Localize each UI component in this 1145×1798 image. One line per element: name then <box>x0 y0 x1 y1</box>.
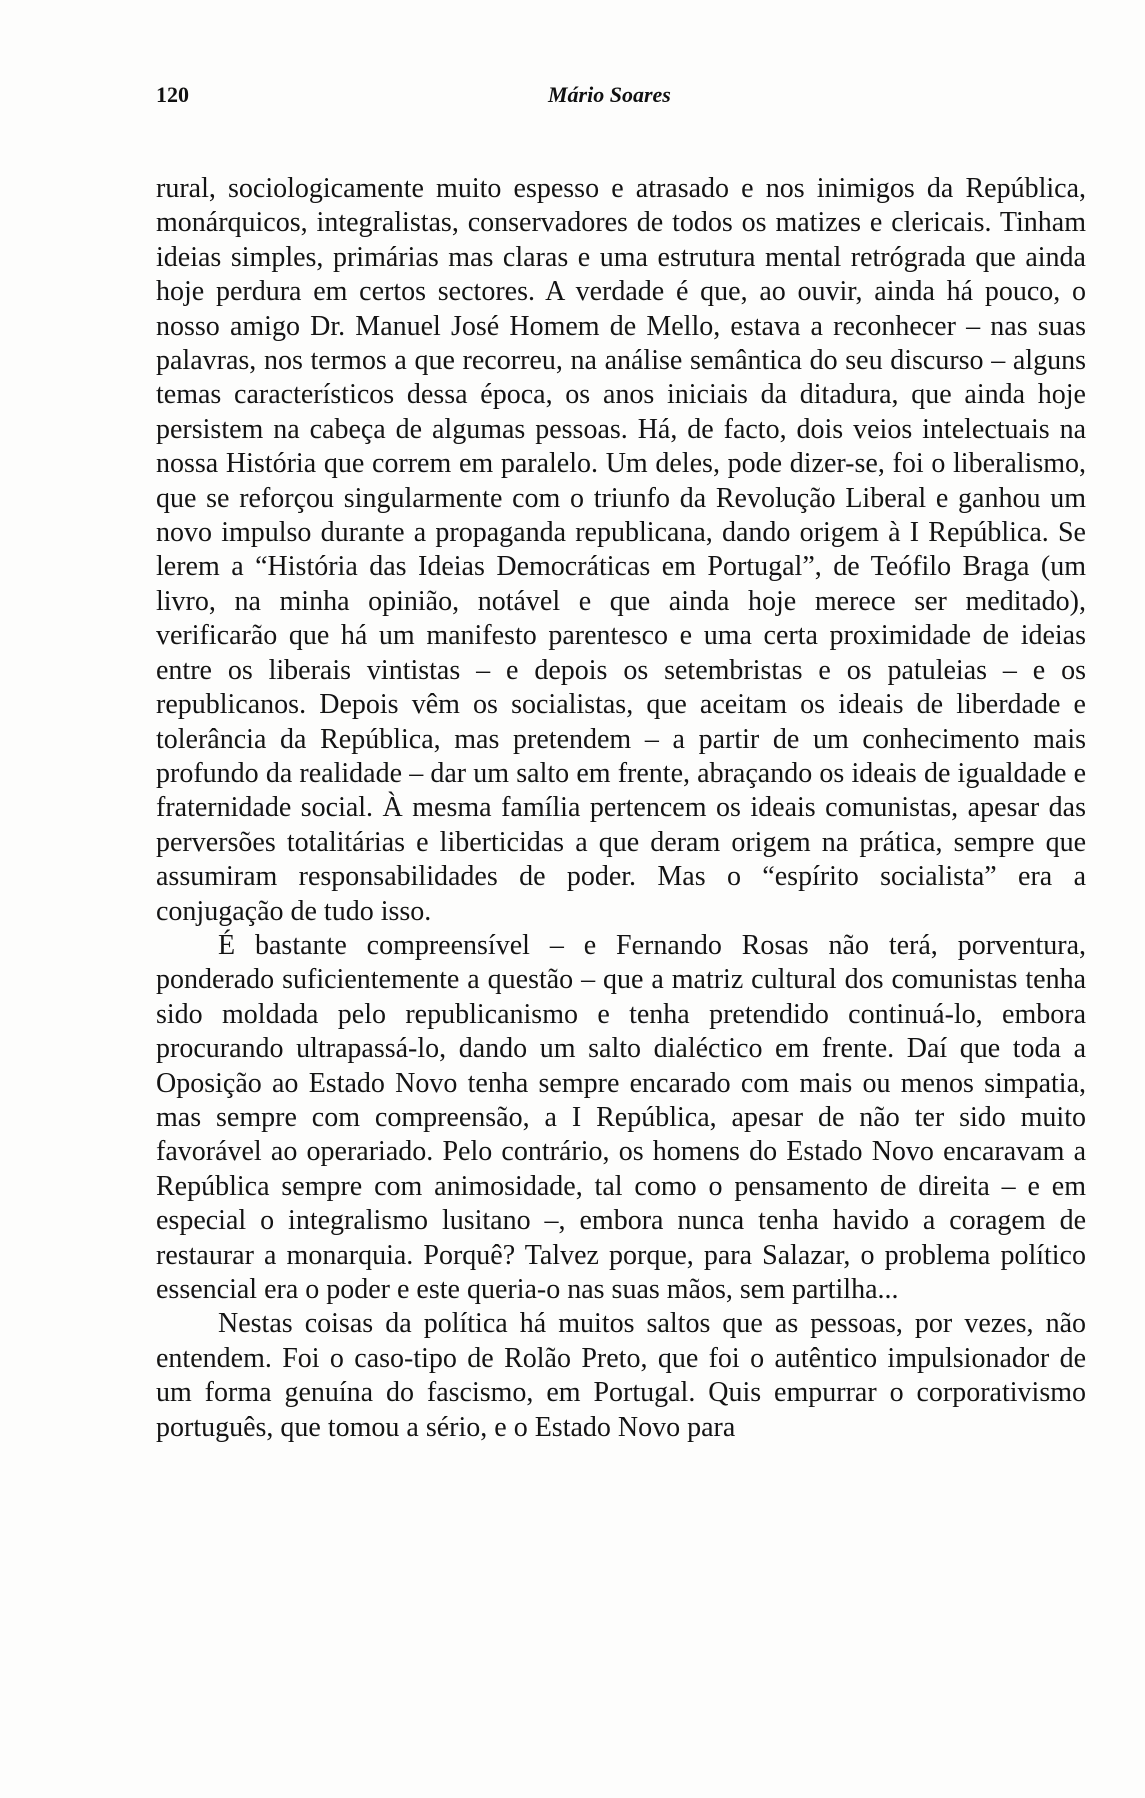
running-header <box>156 82 1076 122</box>
body-text <box>156 172 1086 1445</box>
running-title-author: Mário Soares <box>548 82 671 107</box>
paragraph: É bastante compreensível – e Fernando Rosas não terá, porventura, ponderado suficientemente a questão – que a matriz cultural dos comunistas tenha sido moldada pelo republicanismo e tenha pretendido continuá-lo, embora procurando ultrapassá-lo, dando um salto dialéctico em frente. Daí que toda a Oposição ao Estado Novo tenha sempre encarado com mais ou menos simpatia, mas sempre com compreensão, a I República, apesar de não ter sido muito favorável ao operariado. Pelo contrário, os homens do Estado Novo encaravam a República sempre com animosidade, tal como o pensamento de direita – e em especial o integralismo lusitano –, embora nunca tenha havido a coragem de restaurar a monarquia. Porquê? Talvez porque, para Salazar, o problema político essencial era o poder e este queria-o nas suas mãos, sem partilha... <box>156 929 1086 1305</box>
paragraph-continued: rural, sociologicamente muito espesso e atrasado e nos inimigos da República, monárquicos, integralistas, conservadores de todos os matizes e clericais. Tinham ideias simples, primárias mas claras e uma estrutura mental retrógrada que ainda hoje perdura em certos sectores. A verdade é que, ao ouvir, ainda há pouco, o nosso amigo Dr. Manuel José Homem de Mello, estava a reconhecer – nas suas palavras, nos termos a que recorreu, na análise semântica do seu discurso – alguns temas característicos dessa época, os anos iniciais da ditadura, que ainda hoje persistem na cabeça de algumas pessoas. Há, de facto, dois veios intelectuais na nossa História que correm em paralelo. Um deles, pode dizer-se, foi o liberalismo, que se reforçou singularmente com o triunfo da Revolução Liberal e ganhou um novo impulso durante a propaganda republicana, dando origem à I República. Se lerem a “História das Ideias Democráticas em Portugal”, de Teófilo Braga (um livro, na minha opinião, notável e que ainda hoje merece ser meditado), verificarão que há um manifesto parentesco e uma certa proximidade de ideias entre os liberais vintistas – e depois os setembristas e os patuleias – e os republicanos. Depois vêm os socialistas, que aceitam os ideais de liberdade e tolerância da República, mas pretendem – a partir de um conhecimento mais profundo da realidade – dar um salto em frente, abraçando os ideais de igualdade e fraternidade social. À mesma família pertencem os ideais comunistas, apesar das perversões totalitárias e liberticidas a que deram origem na prática, sempre que assumiram responsabilidades de poder. Mas o “espírito socialista” era a conjugação de tudo isso. <box>156 173 1086 927</box>
paragraph: Nestas coisas da política há muitos saltos que as pessoas, por vezes, não entendem. Foi o caso-tipo de Rolão Preto, que foi o autêntico impulsionador de um forma genuína do fascismo, em Portugal. Quis empurrar o corporativismo português, que tomou a sério, e o Estado Novo para <box>156 1308 1086 1443</box>
page-number: 120 <box>156 82 189 107</box>
